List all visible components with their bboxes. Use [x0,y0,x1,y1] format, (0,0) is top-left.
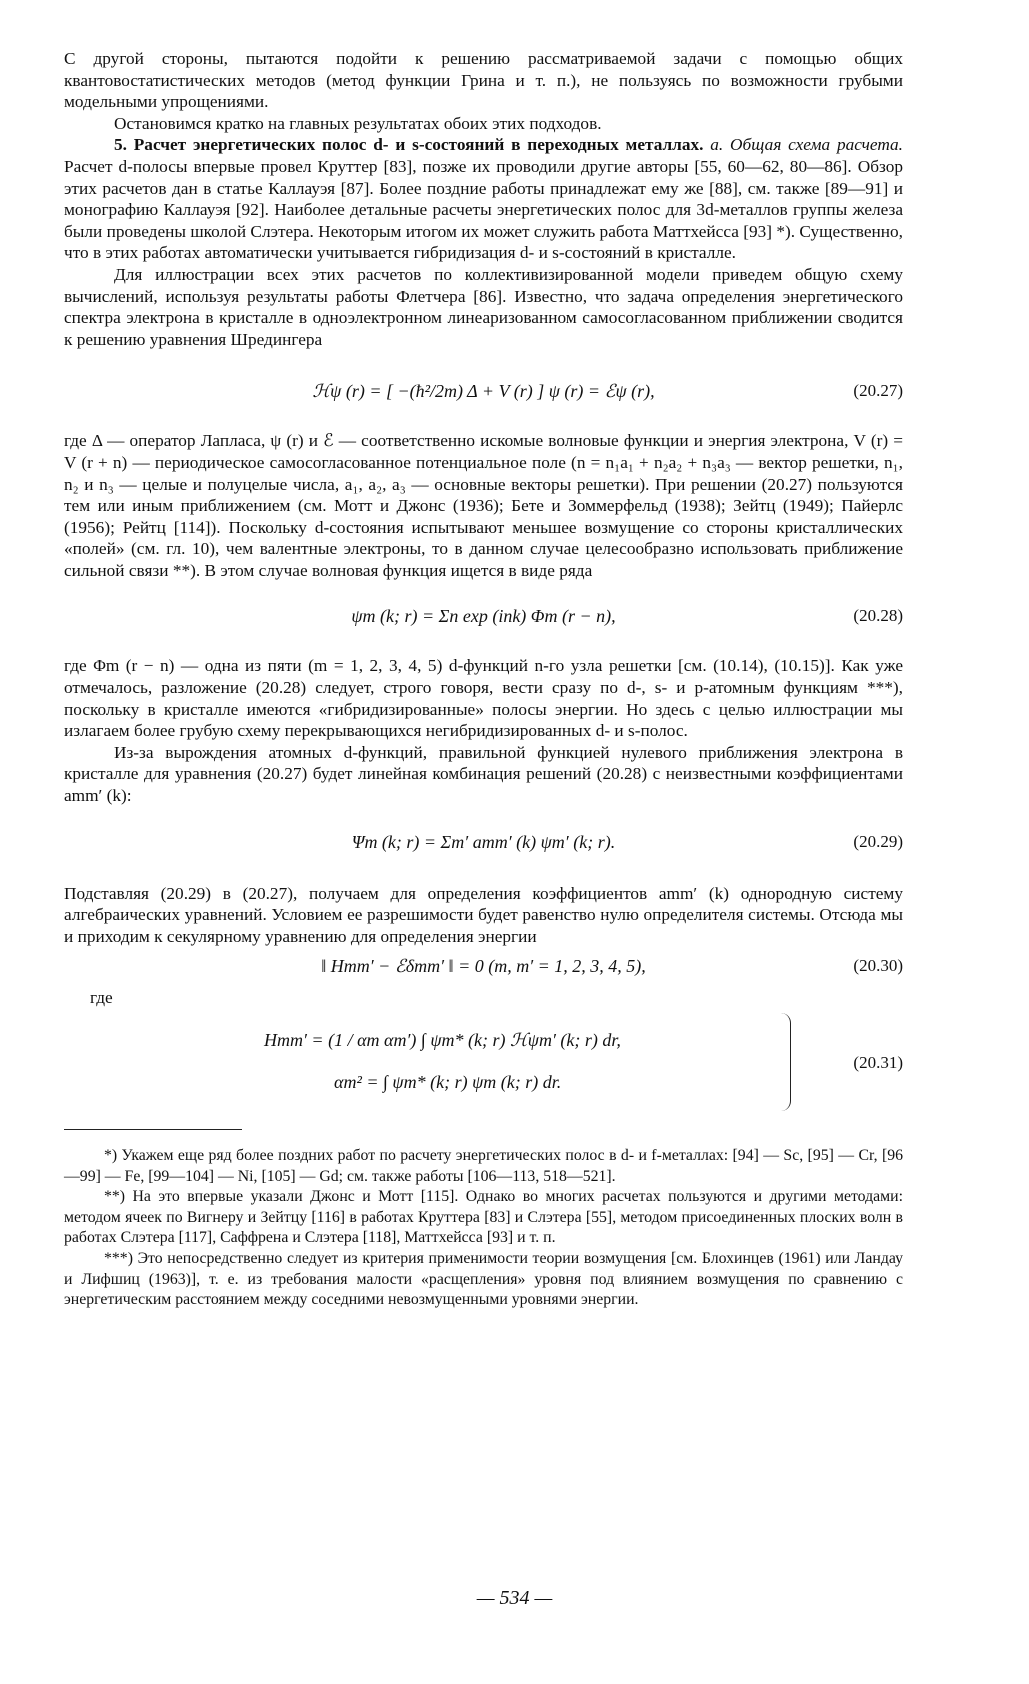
equation-brace [780,1013,791,1111]
paragraph-5: где Δ — оператор Лапласа, ψ (r) и ℰ — соответственно искомые волновые функции и энергия электрона, V (r) = V (r + n) — периодическое самосогласованное потенциальное поле (n = n₁a₁ + n₂a₂ + n₃a₃ — вектор решетки, n₁, n₂ и n₃ — целые и полуцелые числа, a₁, a₂, a₃ — основные векторы решетки). При решении (20.27) пользуются тем или иным приближением (см. Мотт и Джонс (1936); Бете и Зоммерфельд (1938); Зейтц (1949); Пайерлс (1956); Рейтц [114]). Поскольку d-состояния испытывают меньшее возмущение со стороны кристаллических «полей» (см. гл. 10), чем валентные электроны, то в данном случае целесообразно использовать приближение сильной связи **). В этом случае волновая функция ищется в виде ряда [64,431,903,580]
paragraph-3 [64,134,903,264]
equation-20-28-number: (20.28) [853,606,903,626]
equation-20-27 [64,360,903,422]
equation-20-31-line-1: Hmm′ = (1 / αm αm′) ∫ ψm* (k; r) ℋψm′ (k; r) dr, [264,1030,621,1050]
equation-20-29 [64,817,903,867]
equation-20-29-body: Ψm (k; r) = Σm′ amm′ (k) ψm′ (k; r). [351,831,616,852]
footnote-divider [64,1129,242,1130]
footnote-2: **) На это впервые указали Джонс и Мотт [115]. Однако во многих расчетах пользуются и другими методами: методом ячеек по Вигнеру и Зейтцу [116] в работах Круттера [83] и Слэтера [55], методом присоединенных плоских волн в работах Слэтера [117], Саффрена и Слэтера [118], Маттхейсса [93] и т. п. [64,1188,903,1247]
paragraph-8: Подставляя (20.29) в (20.27), получаем для определения коэффициентов amm′ (k) однородную систему алгебраических уравнений. Условием ее разрешимости будет равенство нулю определителя системы. Отсюда мы и приходим к секулярному уравнению для определения энергии [64,883,903,946]
equation-20-31-line-2: αm² = ∫ ψm* (k; r) ψm (k; r) dr. [334,1072,562,1092]
paragraph-7: Из-за вырождения атомных d-функций, правильной функцией нулевого приближения электрона в кристалле для уравнения (20.27) будет линейная комбинация решений (20.28) с неизвестными коэффициентами amm′ (k): [64,742,903,806]
paragraph-2: Остановимся кратко на главных результатах обоих этих подходов. [114,113,602,133]
footnote-1: *) Укажем еще ряд более поздних работ по расчету энергетических полос в d- и f-металлах: [94] — Sc, [95] — Cr, [96—99] — Fe, [99—104] — Ni, [105] — Gd; см. также работы [106—113, 518—521]. [64,1147,903,1185]
footnotes [64,1146,903,1311]
equation-20-28-body: ψm (k; r) = Σn exp (ink) Φm (r − n), [351,606,616,627]
equation-20-31-lines [264,1019,784,1103]
equation-20-29-number: (20.29) [853,831,903,851]
paragraph-3-body: Расчет d-полосы впервые провел Круттер [83], позже их проводили другие авторы [55, 60—62, 80—86]. Обзор этих расчетов дан в статье Каллауэя [87]. Более поздние работы принадлежат ему же [88], см. также [89—91] и монографию Каллауэя [92]. Наиболее детальные расчеты энергетических полос для 3d-металлов группы железа были проведены школой Слэтера. Некоторым итогом их может служить работа Маттхейсса [93] *). Существенно, что в этих работах автоматически учитывается гибридизация d- и s-состояний в кристалле. [64,156,903,263]
equation-20-31 [64,1011,903,1115]
section-heading: 5. Расчет энергетических полос d- и s-состояний в переходных металлах. [114,135,704,155]
equation-20-28 [64,591,903,641]
equation-20-30-number: (20.30) [853,956,903,976]
footnote-3: ***) Это непосредственно следует из критерия применимости теории возмущения [см. Блохинцев (1961) или Ландау и Лифшиц (1963)], т. е. из требования малости «расщепления» уровня под влиянием возмущения по сравнению с энергетическим расстоянием между соседними невозмущенными уровнями энергии. [64,1249,903,1309]
paragraph-6: где Φm (r − n) — одна из пяти (m = 1, 2, 3, 4, 5) d-функций n-го узла решетки [см. (10.14), (10.15)]. Как уже отмечалось, разложение (20.28) следует, строго говоря, вести сразу по d-, s- и p-атомным функциям ***), поскольку в кристалле имеются «гибридизированные» полосы энергии. Но здесь с целью иллюстрации мы излагаем более грубую схему перекрывающихся негибридизированных d- и s-полос. [64,656,903,741]
equation-20-27-number: (20.27) [853,381,903,401]
paragraph-1: С другой стороны, пытаются подойти к решению рассматриваемой задачи с помощью общих квантовостатистических методов (метод функции Грина и т. п.), не пользуясь по возможности грубыми модельными упрощениями. [64,49,903,112]
paragraph-9: где [90,988,113,1008]
equation-20-30-body: ‖ Hmm′ − ℰδmm′ ‖ = 0 (m, m′ = 1, 2, 3, 4, 5), [321,956,646,977]
equation-20-30 [64,949,903,983]
page-number: — 534 — [476,1587,553,1609]
paragraph-4: Для иллюстрации всех этих расчетов по коллективизированной модели приведем общую схему вычислений, используя результаты работы Флетчера [86]. Известно, что задача определения энергетического спектра электрона в кристалле в одноэлектронном линеаризованном самосогласованном приближении сводится к решению уравнения Шредингера [64,264,903,349]
equation-20-27-body: ℋψ (r) = [ −(ħ²/2m) Δ + V (r) ] ψ (r) = ℰψ (r), [312,381,655,402]
subsection-heading: а. Общая схема расчета. [710,135,904,155]
equation-20-31-number: (20.31) [853,1053,903,1073]
